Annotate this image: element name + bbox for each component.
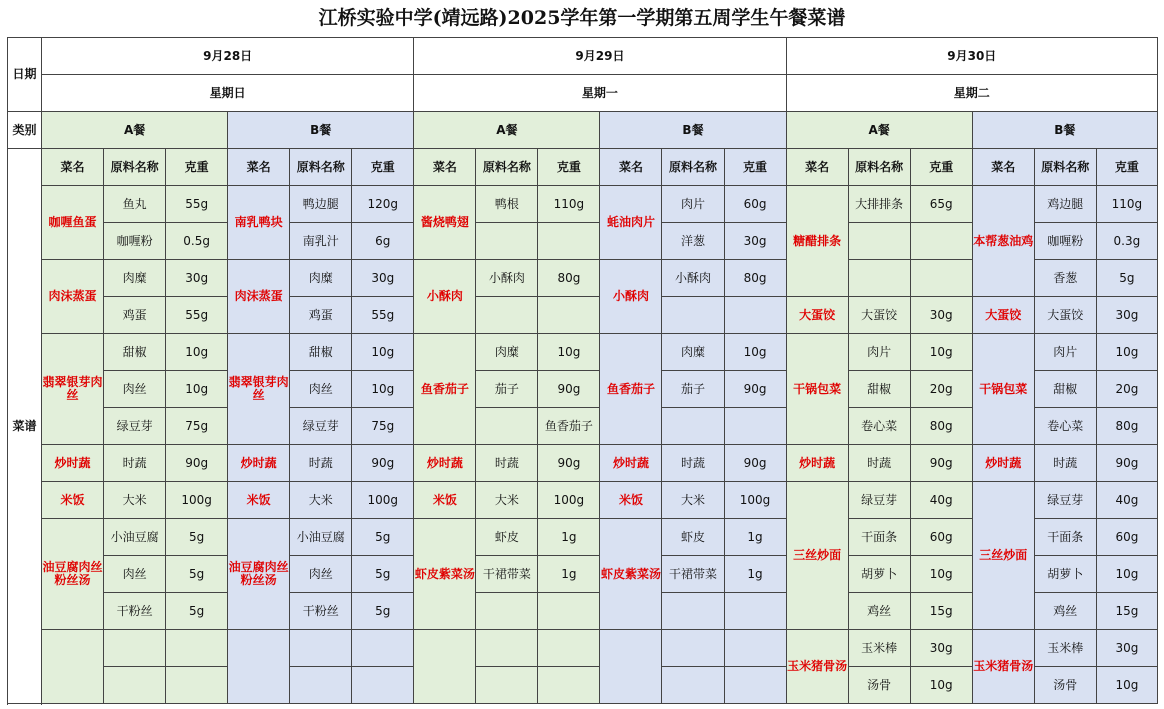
ingredient-weight: 55g <box>352 297 414 334</box>
ingredient-name <box>290 667 352 704</box>
ingredient-weight: 6g <box>352 223 414 260</box>
dish-name: 米饭 <box>600 482 662 519</box>
ingredient-weight: 1g <box>724 556 786 593</box>
ingredient-weight: 1g <box>538 519 600 556</box>
ingredient-weight: 100g <box>352 482 414 519</box>
ingredient-name: 干裙带菜 <box>476 556 538 593</box>
ingredient-weight: 90g <box>724 445 786 482</box>
ingredient-weight: 80g <box>1096 408 1157 445</box>
category-label: 类别 <box>8 112 42 149</box>
ingredient-name: 肉丝 <box>290 371 352 408</box>
ingredient-name: 绿豆芽 <box>290 408 352 445</box>
dish-name: 蚝油肉片 <box>600 186 662 260</box>
ingredient-name: 大米 <box>290 482 352 519</box>
ingredient-name <box>662 630 724 667</box>
dish-name: 玉米猪骨汤 <box>972 630 1034 704</box>
ingredient-weight: 5g <box>166 556 228 593</box>
dish-name: 鱼香茄子 <box>414 334 476 445</box>
day-date: 9月30日 <box>786 38 1157 75</box>
dish-name: 南乳鸭块 <box>228 186 290 260</box>
ingredient-name: 大米 <box>476 482 538 519</box>
ingredient-weight: 80g <box>910 408 972 445</box>
ingredient-name: 时蔬 <box>104 445 166 482</box>
ingredient-name: 虾皮 <box>662 519 724 556</box>
ingredient-weight: 120g <box>352 186 414 223</box>
dish-name: 酱烧鸭翅 <box>414 186 476 260</box>
ingredient-name: 鱼丸 <box>104 186 166 223</box>
page-title: 江桥实验中学(靖远路)2025学年第一学期第五周学生午餐菜谱 <box>318 7 846 29</box>
col-header-dish: 菜名 <box>786 149 848 186</box>
ingredient-name: 时蔬 <box>662 445 724 482</box>
dish-name: 咖喱鱼蛋 <box>42 186 104 260</box>
day-weekday: 星期一 <box>414 75 786 112</box>
ingredient-weight: 90g <box>724 371 786 408</box>
ingredient-weight: 80g <box>538 260 600 297</box>
ingredient-name: 干裙带菜 <box>662 556 724 593</box>
ingredient-name: 时蔬 <box>848 445 910 482</box>
ingredient-weight: 90g <box>538 445 600 482</box>
dish-name: 油豆腐肉丝粉丝汤 <box>228 519 290 630</box>
dish-name: 米饭 <box>42 482 104 519</box>
ingredient-weight <box>724 630 786 667</box>
dish-name: 米饭 <box>414 482 476 519</box>
ingredient-weight <box>724 297 786 334</box>
ingredient-weight: 10g <box>1096 334 1157 371</box>
ingredient-weight <box>724 408 786 445</box>
ingredient-name: 时蔬 <box>290 445 352 482</box>
ingredient-name: 干粉丝 <box>290 593 352 630</box>
dish-name: 肉沫蒸蛋 <box>42 260 104 334</box>
ingredient-name: 香葱 <box>1034 260 1096 297</box>
ingredient-name: 鸭根 <box>476 186 538 223</box>
day-weekday: 星期二 <box>786 75 1157 112</box>
col-header-ingredient: 原料名称 <box>290 149 352 186</box>
dish-name: 鱼香茄子 <box>600 334 662 445</box>
ingredient-name <box>662 297 724 334</box>
ingredient-name: 肉糜 <box>290 260 352 297</box>
dish-name: 干锅包菜 <box>786 334 848 445</box>
ingredient-name <box>848 260 910 297</box>
col-header-dish: 菜名 <box>600 149 662 186</box>
ingredient-name <box>662 408 724 445</box>
ingredient-name: 鸭边腿 <box>290 186 352 223</box>
ingredient-weight <box>538 630 600 667</box>
day-date: 9月28日 <box>42 38 414 75</box>
ingredient-weight: 20g <box>1096 371 1157 408</box>
ingredient-name: 咖喱粉 <box>104 223 166 260</box>
ingredient-name: 鸡蛋 <box>290 297 352 334</box>
ingredient-weight: 10g <box>166 334 228 371</box>
ingredient-name: 绿豆芽 <box>1034 482 1096 519</box>
ingredient-name: 肉糜 <box>476 334 538 371</box>
meal-a-label: A餐 <box>42 112 228 149</box>
col-header-weight: 克重 <box>724 149 786 186</box>
ingredient-name <box>848 223 910 260</box>
day-date: 9月29日 <box>414 38 786 75</box>
day-weekday: 星期日 <box>42 75 414 112</box>
ingredient-name: 大排排条 <box>848 186 910 223</box>
ingredient-weight <box>166 667 228 704</box>
ingredient-name: 肉丝 <box>104 556 166 593</box>
dish-name: 炒时蔬 <box>786 445 848 482</box>
ingredient-weight: 5g <box>166 519 228 556</box>
ingredient-name: 肉丝 <box>290 556 352 593</box>
ingredient-name <box>104 630 166 667</box>
ingredient-weight: 100g <box>538 482 600 519</box>
ingredient-name: 鸡边腿 <box>1034 186 1096 223</box>
ingredient-weight: 80g <box>724 260 786 297</box>
dish-name: 炒时蔬 <box>42 445 104 482</box>
ingredient-name: 南乳汁 <box>290 223 352 260</box>
col-header-weight: 克重 <box>1096 149 1157 186</box>
ingredient-weight: 10g <box>724 334 786 371</box>
dish-name: 翡翠银芽肉丝 <box>228 334 290 445</box>
col-header-ingredient: 原料名称 <box>848 149 910 186</box>
dish-name <box>414 630 476 704</box>
col-header-ingredient: 原料名称 <box>104 149 166 186</box>
ingredient-weight: 55g <box>166 297 228 334</box>
ingredient-name <box>476 408 538 445</box>
ingredient-name: 干面条 <box>848 519 910 556</box>
ingredient-weight: 10g <box>910 667 972 704</box>
dish-name: 炒时蔬 <box>414 445 476 482</box>
ingredient-name <box>104 667 166 704</box>
col-header-ingredient: 原料名称 <box>1034 149 1096 186</box>
col-header-ingredient: 原料名称 <box>662 149 724 186</box>
dish-name: 小酥肉 <box>600 260 662 334</box>
ingredient-name: 时蔬 <box>476 445 538 482</box>
ingredient-name: 甜椒 <box>848 371 910 408</box>
ingredient-name <box>662 667 724 704</box>
ingredient-weight: 60g <box>724 186 786 223</box>
dish-name: 小酥肉 <box>414 260 476 334</box>
ingredient-weight: 90g <box>166 445 228 482</box>
ingredient-weight: 75g <box>166 408 228 445</box>
meal-a-label: A餐 <box>786 112 972 149</box>
ingredient-name: 大米 <box>104 482 166 519</box>
ingredient-name: 肉片 <box>848 334 910 371</box>
ingredient-name: 鸡丝 <box>1034 593 1096 630</box>
ingredient-weight: 5g <box>352 519 414 556</box>
ingredient-name: 茄子 <box>662 371 724 408</box>
ingredient-weight <box>910 223 972 260</box>
ingredient-name: 茄子 <box>476 371 538 408</box>
ingredient-name: 汤骨 <box>848 667 910 704</box>
ingredient-name: 干面条 <box>1034 519 1096 556</box>
dish-name <box>42 630 104 704</box>
ingredient-weight: 15g <box>1096 593 1157 630</box>
col-header-dish: 菜名 <box>228 149 290 186</box>
ingredient-weight: 100g <box>166 482 228 519</box>
ingredient-weight: 30g <box>1096 630 1157 667</box>
ingredient-weight: 0.3g <box>1096 223 1157 260</box>
ingredient-weight: 1g <box>724 519 786 556</box>
ingredient-name: 大米 <box>662 482 724 519</box>
ingredient-name <box>476 223 538 260</box>
meal-b-label: B餐 <box>228 112 414 149</box>
ingredient-weight: 10g <box>352 371 414 408</box>
ingredient-weight: 10g <box>352 334 414 371</box>
ingredient-name: 胡萝卜 <box>1034 556 1096 593</box>
ingredient-name: 鸡蛋 <box>104 297 166 334</box>
dish-name: 炒时蔬 <box>972 445 1034 482</box>
dish-name: 炒时蔬 <box>228 445 290 482</box>
ingredient-name: 时蔬 <box>1034 445 1096 482</box>
ingredient-name: 胡萝卜 <box>848 556 910 593</box>
ingredient-name <box>476 593 538 630</box>
ingredient-name: 小油豆腐 <box>290 519 352 556</box>
date-label: 日期 <box>8 38 42 112</box>
ingredient-weight: 60g <box>1096 519 1157 556</box>
ingredient-weight: 5g <box>352 556 414 593</box>
ingredient-name: 虾皮 <box>476 519 538 556</box>
dish-name: 干锅包菜 <box>972 334 1034 445</box>
ingredient-name <box>476 667 538 704</box>
ingredient-weight: 90g <box>538 371 600 408</box>
ingredient-name: 甜椒 <box>1034 371 1096 408</box>
ingredient-name: 洋葱 <box>662 223 724 260</box>
ingredient-weight <box>724 667 786 704</box>
ingredient-weight: 100g <box>724 482 786 519</box>
ingredient-name: 鸡丝 <box>848 593 910 630</box>
ingredient-name: 卷心菜 <box>1034 408 1096 445</box>
ingredient-weight: 10g <box>1096 556 1157 593</box>
ingredient-weight: 1g <box>538 556 600 593</box>
ingredient-name: 玉米棒 <box>848 630 910 667</box>
ingredient-weight: 110g <box>538 186 600 223</box>
dish-name: 炒时蔬 <box>600 445 662 482</box>
ingredient-weight: 60g <box>910 519 972 556</box>
col-header-dish: 菜名 <box>42 149 104 186</box>
ingredient-name: 卷心菜 <box>848 408 910 445</box>
col-header-dish: 菜名 <box>414 149 476 186</box>
dish-name <box>228 630 290 704</box>
ingredient-name: 大蛋饺 <box>848 297 910 334</box>
ingredient-weight <box>352 630 414 667</box>
ingredient-weight: 90g <box>910 445 972 482</box>
ingredient-weight: 30g <box>1096 297 1157 334</box>
ingredient-name: 汤骨 <box>1034 667 1096 704</box>
ingredient-weight <box>538 223 600 260</box>
dish-name: 糖醋排条 <box>786 186 848 297</box>
ingredient-name: 肉丝 <box>104 371 166 408</box>
ingredient-name: 小酥肉 <box>476 260 538 297</box>
ingredient-name: 小酥肉 <box>662 260 724 297</box>
dish-name: 米饭 <box>228 482 290 519</box>
ingredient-weight: 20g <box>910 371 972 408</box>
ingredient-name: 玉米棒 <box>1034 630 1096 667</box>
ingredient-name: 大蛋饺 <box>1034 297 1096 334</box>
ingredient-name: 肉糜 <box>662 334 724 371</box>
ingredient-weight: 30g <box>910 630 972 667</box>
col-header-weight: 克重 <box>910 149 972 186</box>
ingredient-weight: 0.5g <box>166 223 228 260</box>
ingredient-weight: 30g <box>166 260 228 297</box>
ingredient-weight: 30g <box>910 297 972 334</box>
dish-name: 油豆腐肉丝粉丝汤 <box>42 519 104 630</box>
ingredient-name: 小油豆腐 <box>104 519 166 556</box>
ingredient-weight: 55g <box>166 186 228 223</box>
ingredient-name: 咖喱粉 <box>1034 223 1096 260</box>
col-header-weight: 克重 <box>352 149 414 186</box>
ingredient-weight: 40g <box>910 482 972 519</box>
ingredient-name: 肉片 <box>1034 334 1096 371</box>
ingredient-weight: 10g <box>910 334 972 371</box>
ingredient-weight <box>724 593 786 630</box>
col-header-dish: 菜名 <box>972 149 1034 186</box>
ingredient-weight: 5g <box>1096 260 1157 297</box>
col-header-weight: 克重 <box>166 149 228 186</box>
dish-name: 虾皮紫菜汤 <box>600 519 662 630</box>
ingredient-name <box>476 630 538 667</box>
ingredient-name: 肉片 <box>662 186 724 223</box>
ingredient-name: 甜椒 <box>104 334 166 371</box>
ingredient-weight <box>910 260 972 297</box>
ingredient-name: 干粉丝 <box>104 593 166 630</box>
menu-table <box>7 37 1158 704</box>
ingredient-weight: 5g <box>352 593 414 630</box>
dish-name: 三丝炒面 <box>786 482 848 630</box>
dish-name <box>600 630 662 704</box>
dish-name: 肉沫蒸蛋 <box>228 260 290 334</box>
ingredient-weight: 10g <box>166 371 228 408</box>
ingredient-name <box>476 297 538 334</box>
dish-name: 大蛋饺 <box>786 297 848 334</box>
ingredient-name: 绿豆芽 <box>104 408 166 445</box>
ingredient-weight: 10g <box>538 334 600 371</box>
menu-label: 菜谱 <box>8 149 42 704</box>
dish-name: 三丝炒面 <box>972 482 1034 630</box>
ingredient-weight: 10g <box>1096 667 1157 704</box>
ingredient-name: 绿豆芽 <box>848 482 910 519</box>
dish-name: 本帮葱油鸡 <box>972 186 1034 297</box>
ingredient-name <box>662 593 724 630</box>
col-header-ingredient: 原料名称 <box>476 149 538 186</box>
meal-b-label: B餐 <box>972 112 1157 149</box>
ingredient-weight <box>538 297 600 334</box>
ingredient-name: 甜椒 <box>290 334 352 371</box>
ingredient-name: 肉糜 <box>104 260 166 297</box>
ingredient-weight: 鱼香茄子 <box>538 408 600 445</box>
ingredient-weight <box>538 667 600 704</box>
dish-name: 虾皮紫菜汤 <box>414 519 476 630</box>
dish-name: 翡翠银芽肉丝 <box>42 334 104 445</box>
ingredient-weight: 30g <box>724 223 786 260</box>
ingredient-name <box>290 630 352 667</box>
ingredient-weight: 30g <box>352 260 414 297</box>
ingredient-weight: 10g <box>910 556 972 593</box>
dish-name: 玉米猪骨汤 <box>786 630 848 704</box>
col-header-weight: 克重 <box>538 149 600 186</box>
ingredient-weight: 40g <box>1096 482 1157 519</box>
ingredient-weight <box>352 667 414 704</box>
ingredient-weight: 15g <box>910 593 972 630</box>
ingredient-weight: 90g <box>1096 445 1157 482</box>
dish-name: 大蛋饺 <box>972 297 1034 334</box>
ingredient-weight <box>166 630 228 667</box>
ingredient-weight: 5g <box>166 593 228 630</box>
meal-b-label: B餐 <box>600 112 786 149</box>
ingredient-weight <box>538 593 600 630</box>
ingredient-weight: 75g <box>352 408 414 445</box>
ingredient-weight: 90g <box>352 445 414 482</box>
ingredient-weight: 110g <box>1096 186 1157 223</box>
meal-a-label: A餐 <box>414 112 600 149</box>
ingredient-weight: 65g <box>910 186 972 223</box>
